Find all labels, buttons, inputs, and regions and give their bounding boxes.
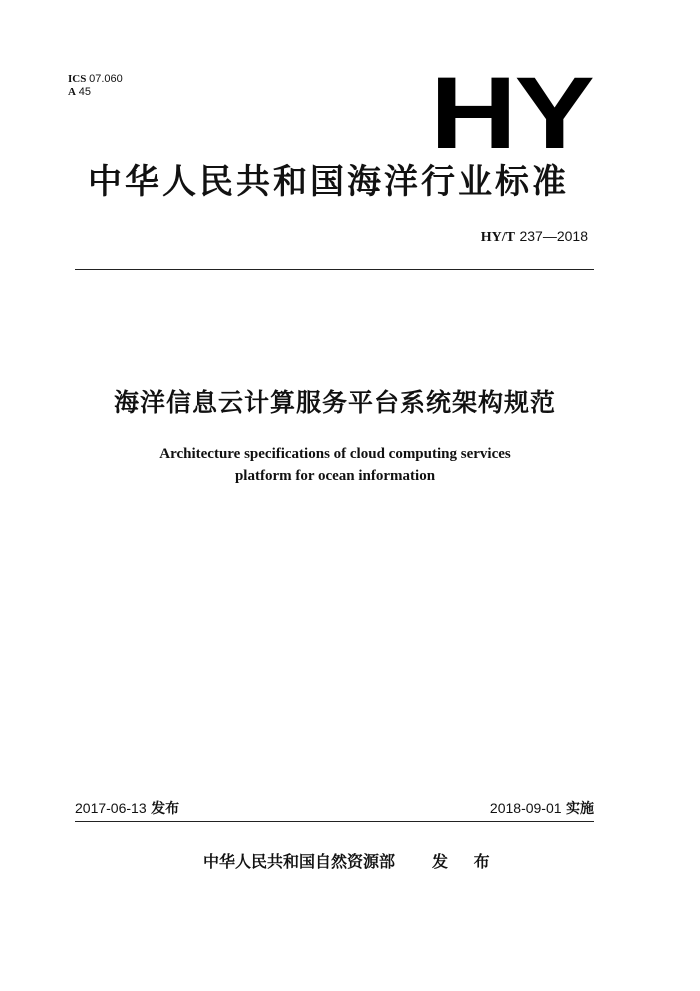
standard-code-number: 237—2018 [519, 228, 588, 244]
issue-date [75, 799, 179, 818]
issue-date-word: 发布 [151, 801, 180, 817]
bottom-divider [75, 821, 594, 822]
implementation-date-value: 2018-09-01 [489, 800, 562, 816]
top-divider [75, 269, 594, 270]
ics-line [68, 73, 123, 86]
hy-logo: HY [430, 56, 593, 170]
ccs-line [68, 86, 123, 99]
ccs-value: 45 [78, 86, 91, 98]
issuing-authority: 中华人民共和国自然资源部 [203, 852, 396, 871]
document-title-en-line1: Architecture specifications of cloud computing services [159, 446, 511, 462]
standard-code-prefix: HY/T [480, 230, 516, 245]
document-title-zh: 海洋信息云计算服务平台系统架构规范 [113, 388, 556, 417]
standard-category-title: 中华人民共和国海洋行业标准 [88, 162, 569, 202]
ics-classification [68, 73, 123, 99]
implementation-date-word: 实施 [566, 801, 594, 817]
standard-code [481, 228, 588, 246]
ics-label: ICS [68, 73, 87, 85]
issue-date-value: 2017-06-13 [75, 800, 147, 816]
ics-value: 07.060 [89, 73, 123, 85]
ccs-label: A [68, 86, 76, 98]
document-title-en-line2: platform for ocean information [234, 468, 436, 484]
issuing-action: 发 布 [432, 852, 500, 871]
implementation-date [490, 799, 594, 818]
